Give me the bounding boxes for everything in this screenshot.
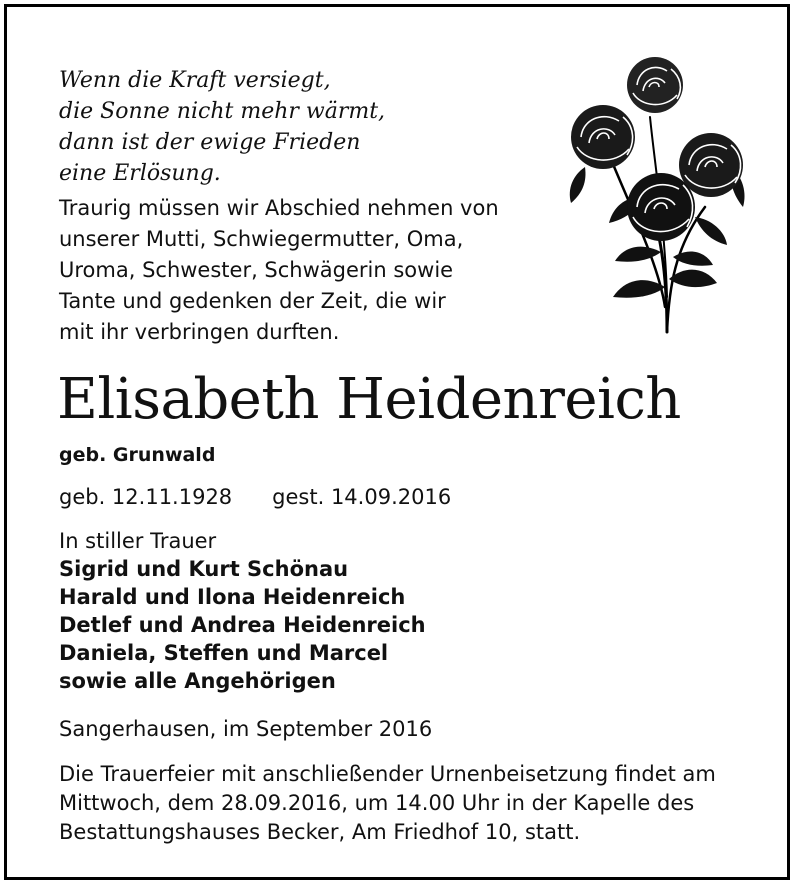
life-dates <box>59 482 451 512</box>
roses-icon <box>555 47 755 337</box>
deceased-name: Elisabeth Heidenreich <box>57 367 681 432</box>
mourners-list <box>59 555 426 695</box>
mourner: sowie alle Angehörigen <box>59 669 336 693</box>
mourning-heading: In stiller Trauer <box>59 529 217 553</box>
intro-line: mit ihr verbringen durften. <box>59 320 340 344</box>
notice-line: Bestattungshauses Becker, Am Friedhof 10, statt. <box>59 820 581 844</box>
mourner: Harald und Ilona Heidenreich <box>59 585 406 609</box>
mourner: Daniela, Steffen und Marcel <box>59 641 389 665</box>
notice-line: Die Trauerfeier mit anschließender Urnenbeisetzung findet am <box>59 762 716 786</box>
birth-date: geb. 12.11.1928 <box>59 485 233 509</box>
intro-line: Uroma, Schwester, Schwägerin sowie <box>59 258 454 282</box>
poem-line: Wenn die Kraft versiegt, <box>59 68 331 93</box>
funeral-notice <box>59 760 716 847</box>
poem-line: dann ist der ewige Frieden <box>59 130 361 155</box>
poem-line: eine Erlösung. <box>59 161 221 186</box>
place-date: Sangerhausen, im September 2016 <box>59 717 433 741</box>
notice-line: Mittwoch, dem 28.09.2016, um 14.00 Uhr in der Kapelle des <box>59 791 695 815</box>
mourner: Sigrid und Kurt Schönau <box>59 557 349 581</box>
obituary-card <box>4 4 790 880</box>
birth-name: geb. Grunwald <box>59 444 216 466</box>
mourner: Detlef und Andrea Heidenreich <box>59 613 426 637</box>
poem <box>59 65 385 189</box>
intro-line: unserer Mutti, Schwiegermutter, Oma, <box>59 227 464 251</box>
death-date: gest. 14.09.2016 <box>272 485 452 509</box>
poem-line: die Sonne nicht mehr wärmt, <box>59 99 386 124</box>
intro-line: Traurig müssen wir Abschied nehmen von <box>59 196 499 220</box>
intro-text <box>59 193 499 348</box>
intro-line: Tante und gedenken der Zeit, die wir <box>59 289 446 313</box>
